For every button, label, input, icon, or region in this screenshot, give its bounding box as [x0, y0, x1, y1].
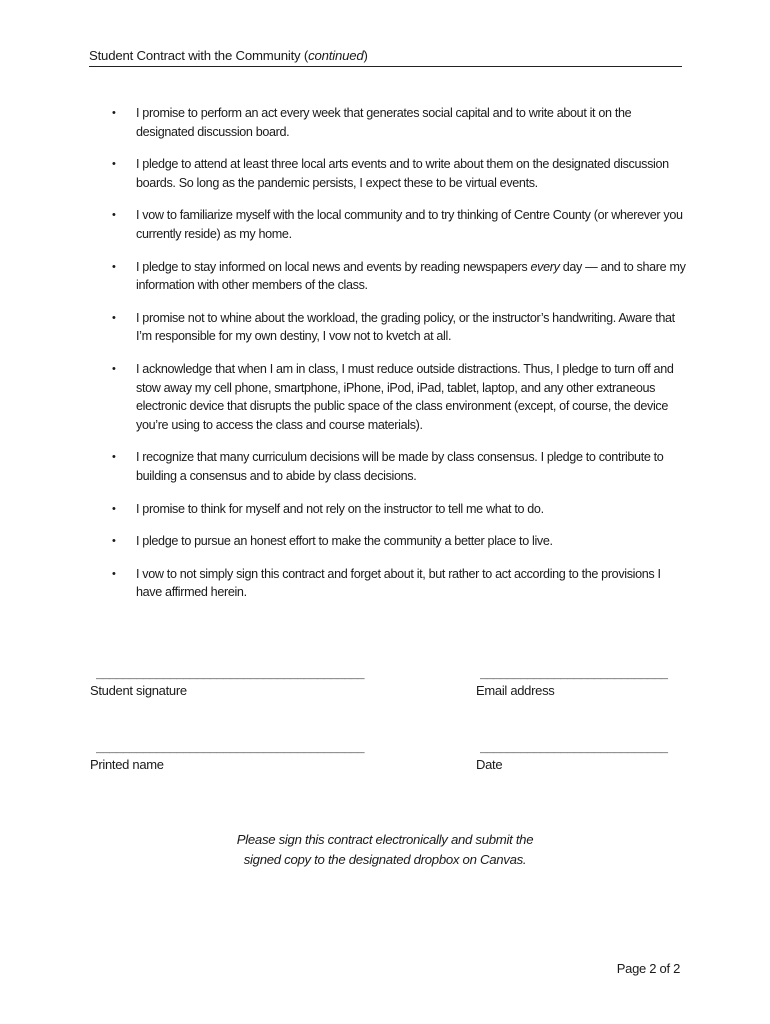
bullet-icon: • [112, 451, 116, 464]
printed-name-line[interactable]: ________________________________________ [96, 742, 365, 756]
pledge-list [108, 104, 688, 616]
bullet-icon: • [112, 158, 116, 171]
bullet-icon: • [112, 311, 116, 324]
pledge-item: • I pledge to pursue an honest effort to make the community a better place to live. [108, 532, 688, 551]
date-line[interactable]: ____________________________ [480, 742, 668, 756]
emphasis-every: every [530, 259, 560, 274]
pledge-item: • I promise not to whine about the workload, the grading policy, or the instructor’s handwriting. Aware that I’m responsible for my own destiny, I vow not to kvetch at all. [112, 310, 675, 344]
closing-line-1: Please sign this contract electronically and submit the [236, 832, 534, 847]
pledge-item: • I pledge to stay informed on local news and events by reading newspapers every day — and to share my information with other members of the class. [112, 259, 686, 293]
email-address-line[interactable]: ____________________________ [480, 668, 668, 682]
bullet-icon: • [112, 535, 116, 548]
student-signature-line[interactable]: ________________________________________ [96, 668, 365, 682]
bullet-icon: • [112, 567, 116, 580]
closing-instructions [150, 830, 620, 870]
bullet-icon: • [112, 209, 116, 222]
printed-name-label: Printed name [90, 757, 164, 772]
date-label: Date [476, 757, 503, 772]
pledge-item: • I acknowledge that when I am in class, I must reduce outside distractions. Thus, I pledge to turn off and stow away my cell phone, smartphone, iPhone, iPod, iPad, tablet, laptop, and any other extraneous electronic device that disrupts the public space of the class environment (except, of course, the device you’re using to access the class and course materials). [112, 361, 674, 432]
pledge-item: • I vow to not simply sign this contract and forget about it, but rather to act according to the provisions I have affirmed herein. [112, 566, 661, 600]
page-number: Page 2 of 2 [616, 961, 680, 976]
pledge-item: • I vow to familiarize myself with the local community and to try thinking of Centre County (or wherever you currently reside) as my home. [112, 208, 683, 241]
pledge-item: • I promise to perform an act every week that generates social capital and to write about it on the designated discussion board. [112, 106, 632, 139]
pledge-item: • I promise to think for myself and not rely on the instructor to tell me what to do. [108, 500, 688, 519]
bullet-icon: • [112, 260, 116, 273]
bullet-icon: • [112, 502, 116, 515]
page-header: Student Contract with the Community (continued) [89, 48, 682, 67]
closing-line-2: signed copy to the designated dropbox on Canvas. [243, 852, 527, 867]
pledge-item: • I recognize that many curriculum decisions will be made by class consensus. I pledge to contribute to building a consensus and to abide by class decisions. [112, 450, 664, 483]
header-continued: continued [308, 48, 364, 63]
email-address-label: Email address [476, 683, 555, 698]
pledge-item: • I pledge to attend at least three local arts events and to write about them on the designated discussion boards. So long as the pandemic persists, I expect these to be virtual events. [112, 157, 669, 190]
student-signature-label: Student signature [90, 683, 187, 698]
header-title: Student Contract with the Community [89, 48, 301, 63]
bullet-icon: • [112, 362, 116, 375]
bullet-icon: • [112, 107, 116, 119]
